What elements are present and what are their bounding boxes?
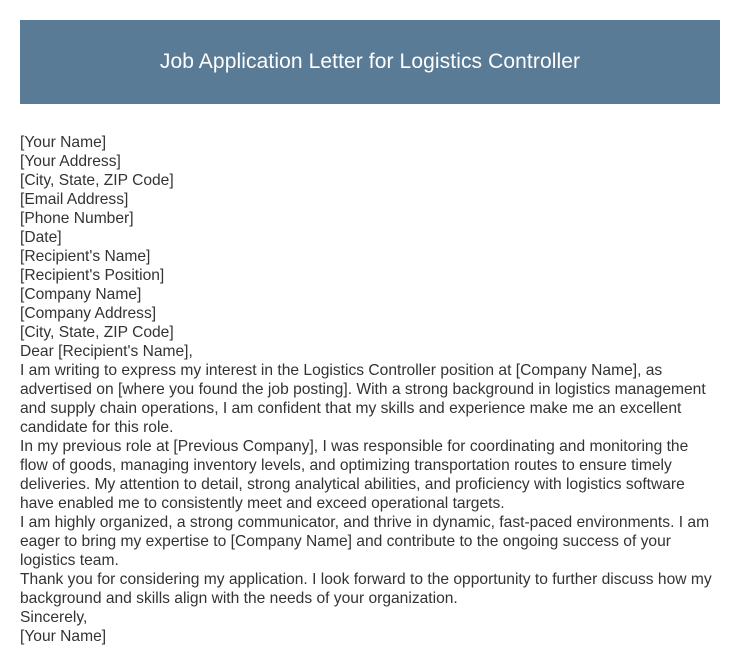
paragraph-intro: I am writing to express my interest in the Logistics Controller position at [Company Name], as advertised on [where you found the job posting]. With a strong background in logistics management and supply chain operations, I am confident that my skills and experience make me an excellent candidate for this role. bbox=[20, 362, 706, 436]
letter-date: [Date] bbox=[20, 229, 62, 246]
recipient-position: [Recipient's Position] bbox=[20, 267, 165, 284]
sender-address: [Your Address] bbox=[20, 153, 121, 170]
paragraph-experience: In my previous role at [Previous Company], I was responsible for coordinating and monitoring the flow of goods, managing inventory levels, and optimizing transportation routes to ensure timely deliveries. My attention to detail, strong analytical abilities, and proficiency with logistics software have enabled me to consistently meet and exceed operational targets. bbox=[20, 438, 689, 512]
letter-body bbox=[20, 133, 720, 646]
recipient-company-address: [Company Address] bbox=[20, 305, 157, 322]
sender-phone: [Phone Number] bbox=[20, 210, 134, 227]
recipient-company: [Company Name] bbox=[20, 286, 142, 303]
recipient-name: [Recipient's Name] bbox=[20, 248, 151, 265]
page-title: Job Application Letter for Logistics Controller bbox=[159, 50, 581, 73]
recipient-city-state-zip: [City, State, ZIP Code] bbox=[20, 324, 174, 341]
salutation: Dear [Recipient's Name], bbox=[20, 343, 193, 360]
sender-email: [Email Address] bbox=[20, 191, 129, 208]
signature-name: [Your Name] bbox=[20, 628, 107, 645]
paragraph-thanks: Thank you for considering my application. I look forward to the opportunity to further discuss how my background and skills align with the needs of your organization. bbox=[20, 571, 712, 607]
sender-city-state-zip: [City, State, ZIP Code] bbox=[20, 172, 174, 189]
title-banner bbox=[20, 20, 720, 104]
paragraph-qualities: I am highly organized, a strong communicator, and thrive in dynamic, fast-paced environments. I am eager to bring my expertise to [Company Name] and contribute to the ongoing success of your logistics team. bbox=[20, 514, 710, 569]
sender-name: [Your Name] bbox=[20, 134, 107, 151]
closing: Sincerely, bbox=[20, 609, 88, 626]
